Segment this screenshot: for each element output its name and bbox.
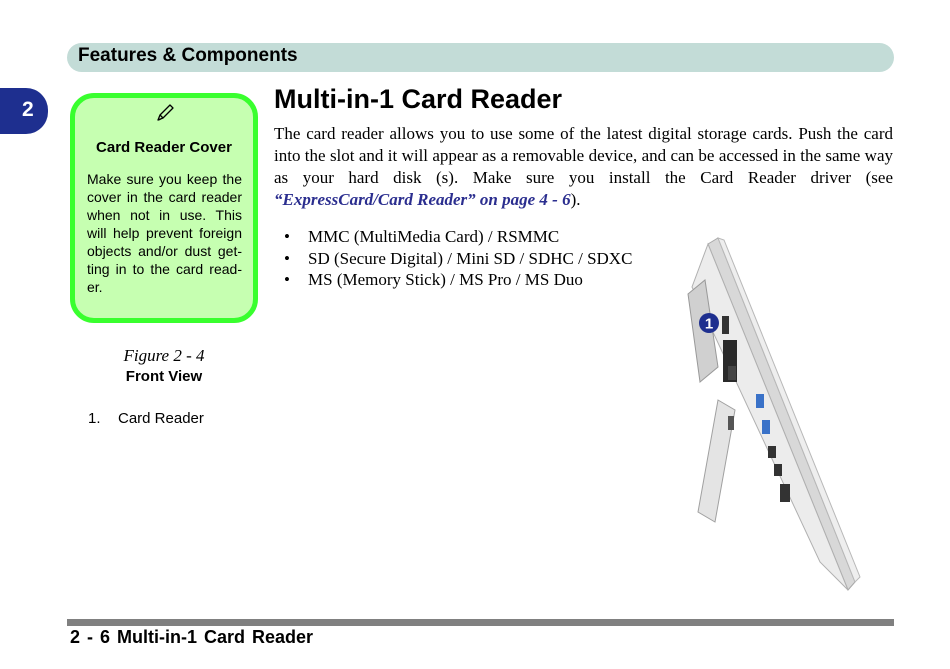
card-type-list: [284, 226, 632, 291]
figure-legend-label: Card Reader: [118, 410, 204, 427]
list-item: • SD (Secure Digital) / Mini SD / SDHC / SDXC: [284, 248, 632, 270]
body-paragraph: [274, 123, 893, 211]
callout-marker: [699, 313, 719, 333]
pencil-icon: [155, 103, 175, 123]
footer-bar: [67, 619, 894, 626]
paragraph-end: ).: [570, 190, 581, 209]
figure-label: Figure 2 - 4: [123, 346, 205, 365]
list-item: • MS (Memory Stick) / MS Pro / MS Duo: [284, 269, 632, 291]
figure-caption: Front View: [125, 368, 203, 385]
figure-legend-number: 1.: [88, 410, 101, 427]
list-item: • MMC (MultiMedia Card) / RSMMC: [284, 226, 632, 248]
note-title: Card Reader Cover: [96, 139, 232, 156]
section-title: Features & Components: [78, 45, 298, 66]
page-title: Multi-in-1 Card Reader: [274, 84, 563, 114]
figure-legend-item: [88, 410, 204, 427]
note-body: Make sure you keep the cover in the card reader when not in use. This will help prevent foreign objects and/or dust get-ting in to the card read-er.: [87, 171, 242, 295]
callout-number: 1: [704, 315, 714, 333]
page-footer: 2 - 6 Multi-in-1 Card Reader: [70, 627, 314, 647]
chapter-number: 2: [22, 98, 34, 121]
paragraph-text: The card reader allows you to use some of the latest digital storage cards. Push the card into the slot and it will appear as a removable device, and can be accessed in the same way as your hard disk (s). Make sure you install the Card Reader driver (see: [274, 124, 893, 187]
cross-reference-link[interactable]: “ExpressCard/Card Reader” on page 4 - 6: [274, 190, 571, 209]
device-side-view-image: [670, 232, 870, 597]
